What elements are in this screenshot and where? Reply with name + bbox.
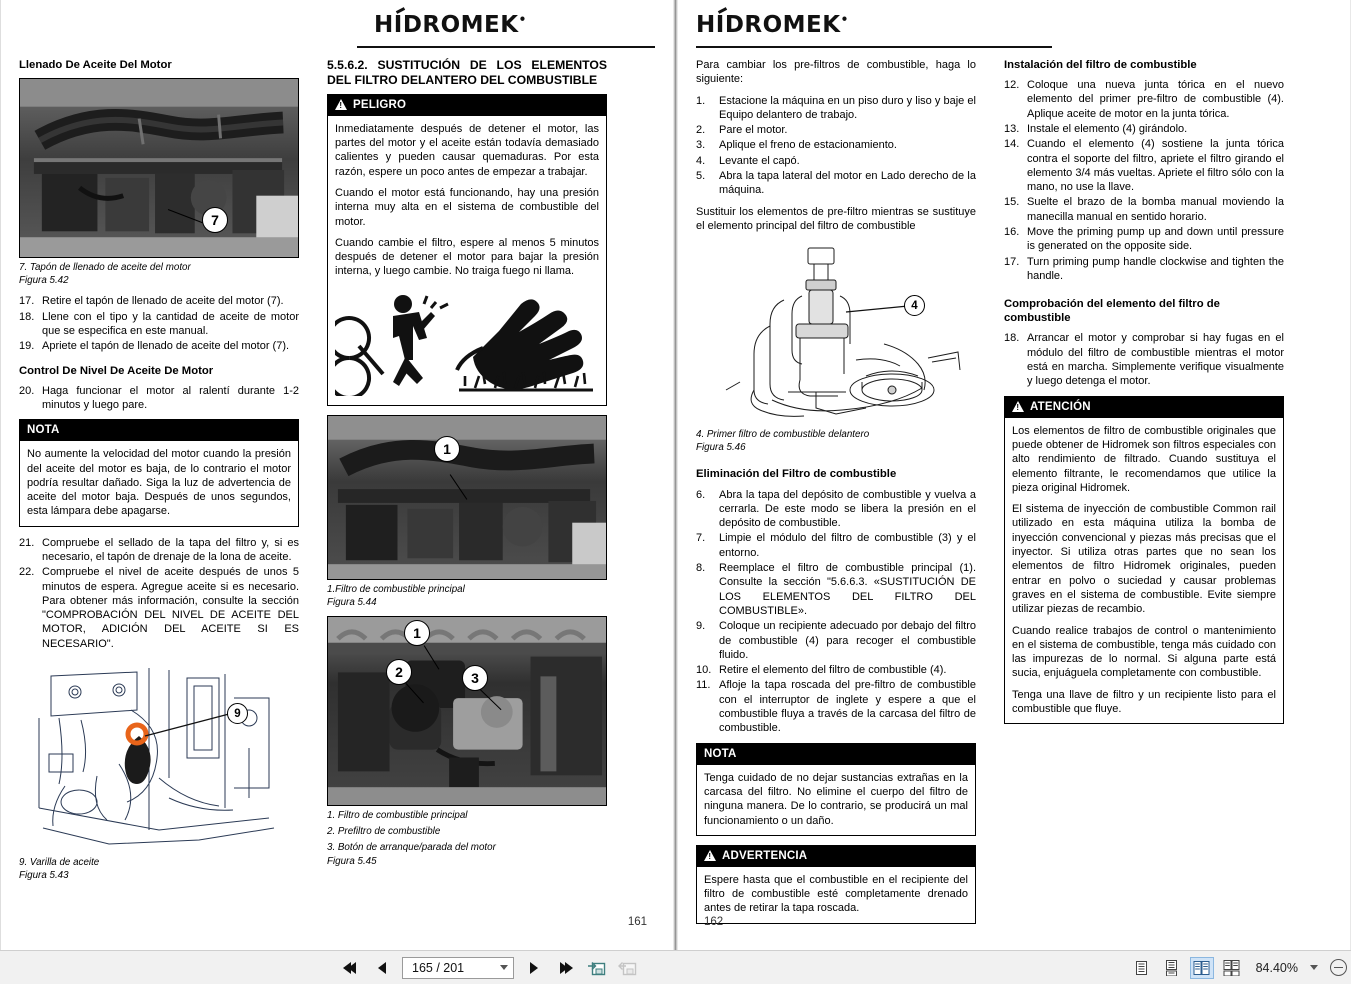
warning-text: Espere hasta que el combustible en el recipiente del filtro de combustible esté completamente drenado antes de retirar la tapa roscada. (704, 873, 968, 915)
figure-5-43-label: Figura 5.43 (19, 870, 69, 882)
steps-21-22 (19, 536, 299, 651)
header-rule-right (696, 46, 1052, 48)
note-bar-right (697, 744, 975, 765)
zoom-level-value: 84.40% (1255, 960, 1298, 975)
pdf-page-162[interactable] (677, 0, 1351, 950)
list-item: 1. Estacione la máquina en un piso duro y liso y baje el Equipo delantero de trabajo. (696, 94, 976, 121)
step-20 (19, 384, 299, 413)
note-text-right: Tenga cuidado de no dejar sustancias extrañas en la carcasa del filtro. No elimine el cuerpo del filtro de ninguna manera. De lo contrario, se producirá un mal funcionamiento o un daño. (704, 771, 968, 827)
figure-5-46-label: Figura 5.46 (696, 442, 746, 454)
list-item: 8. Reemplace el filtro de combustible principal (1). Consulte la sección "5.6.6.3. «SUSTITUCIÓN DE LOS ELEMENTOS DEL FILTRO DEL COMBUSTIBLE». (696, 562, 976, 617)
figure-5-46-caption: 4. Primer filtro de combustible delantero (696, 429, 870, 441)
burn-hazard-pictogram (335, 286, 599, 396)
steps-17-19 (19, 294, 299, 353)
figure-5-45-caption-3: 3. Botón de arranque/parada del motor (327, 842, 496, 854)
chevron-down-icon[interactable] (1310, 965, 1318, 970)
note-title-right: NOTA (704, 747, 737, 760)
danger-body-box (328, 116, 606, 405)
figure-5-45-caption-1: 1. Filtro de combustible principal (327, 809, 468, 821)
note-body-box-right (697, 765, 975, 835)
list-item: 15. Suelte el brazo de la bomba manual moviendo la manecilla manual en sentido horario. (1004, 196, 1284, 223)
list-item: 2. Pare el motor. (696, 124, 788, 137)
engine-photo-art (20, 79, 298, 257)
zoom-out-button[interactable] (1330, 959, 1347, 976)
note-body-box (20, 441, 298, 525)
list-item: 20. Haga funcionar el motor al ralentí durante 1-2 minutos y luego pare. (19, 384, 299, 411)
page-number-value: 165 / 201 (412, 960, 465, 975)
caution-box (1004, 396, 1284, 725)
figure-5-44-photo (327, 415, 607, 580)
list-item: 18. Llene con el tipo y la cantidad de aceite de motor que se especifica en este manual. (19, 310, 299, 337)
heading-comprobacion-elemento: Comprobación del elemento del filtro de combustible (1004, 298, 1220, 325)
right-page-column-2 (1004, 58, 1284, 913)
list-item: 7. Limpie el módulo del filtro de combustible (3) y el entorno. (696, 532, 976, 559)
list-item: 22. Compruebe el nivel de aceite después de unos 5 minutos de espera. Agregue aceite si es necesario. Para obtener más información, consulte la sección "COMPROBACIÓN DEL NIVEL DE ACEITE DEL MOTOR, ADICIÓN DEL ACEITE SI ES NECESARIO". (19, 566, 299, 650)
list-item: 12. Coloque una nueva junta tórica en el nuevo elemento del primer pre-filtro de combustible (4). Aplique aceite de motor en la junta tórica. (1004, 79, 1284, 120)
figure-5-43-lineart (19, 658, 299, 853)
warning-triangle-icon (1012, 401, 1024, 412)
figure-5-44-caption: 1.Filtro de combustible principal (327, 583, 465, 595)
list-item: 16. Move the priming pump up and down until pressure is generated on the opposite side. (1004, 226, 1284, 253)
steps-1-5 (696, 94, 976, 198)
intro-text: Para cambiar los pre-filtros de combustible, haga lo siguiente: (696, 59, 976, 86)
list-item: 4. Levante el capó. (696, 154, 800, 167)
list-item: 13. Instale el elemento (4) girándolo. (1004, 123, 1188, 135)
list-item: 18. Arrancar el motor y comprobar si hay fugas en el módulo del filtro de combustible mientras el motor está en marcha. Simplemente verifique visualmente y luego detenga el motor. (1004, 332, 1284, 388)
list-item: 21. Compruebe el sellado de la tapa del filtro y, si es necesario, el tapón de drenaje de la lona de aceite. (19, 536, 299, 563)
section-title: SUSTITUCIÓN DE LOS ELEMENTOS DEL FILTRO DELANTERO DEL COMBUSTIBLE (327, 58, 607, 87)
figure-5-44-callout-1: 1 (434, 436, 460, 462)
last-page-button[interactable] (554, 957, 576, 979)
remove-bookmark-icon[interactable] (616, 957, 638, 979)
fuel-filter-photo-art (328, 416, 606, 579)
figure-5-42-callout-7: 7 (202, 207, 228, 233)
caution-title: ATENCIÓN (1030, 400, 1091, 413)
figure-5-45-callout-3: 3 (462, 665, 488, 691)
page-number-input[interactable] (402, 957, 514, 979)
note-text: No aumente la velocidad del motor cuando la presión del aceite del motor es baja, de lo contrario el motor podría resultar dañado. Siga la luz de advertencia de aceite del motor baja. Después de unos segundos, esta lámpara debe apagarse. (27, 448, 291, 518)
figure-5-45-callout-2: 2 (386, 659, 412, 685)
list-item: 5. Abra la tapa lateral del motor en Lado derecho de la máquina. (696, 170, 976, 197)
facing-pages-view-button[interactable] (1190, 957, 1214, 979)
step-18 (1004, 331, 1284, 388)
caution-text-1: Los elementos de filtro de combustible originales que puede obtener de Hidromek son filtros especiales con alto rendimiento de filtrado. Cuando sustituya el elemento filtrante, le recomendamos que utilice la pieza original Hidromek. (1012, 424, 1276, 494)
first-page-button[interactable] (340, 957, 362, 979)
toolbar-view-group[interactable] (1130, 957, 1347, 979)
caution-text-2: El sistema de inyección de combustible Common rail utilizado en esta máquina utiliza la bomba de inyección convencional y piezas más precisas que el inyector. Si utiliza otras partes que no sean los elementos de filtro Hidromek originales, pueden entrar en polvo o suciedad y causar problemas graves en el sistema de combustible. Evite siempre utilizar piezas de recambio. (1012, 503, 1276, 616)
steps-6-11 (696, 488, 976, 736)
warning-body-box (697, 867, 975, 923)
list-item: 3. Aplique el freno de estacionamiento. (696, 139, 897, 152)
chevron-down-icon[interactable] (500, 965, 508, 970)
toolbar-navigation-group[interactable] (340, 957, 638, 979)
caution-body-box (1005, 418, 1283, 724)
list-item: 14. Cuando el elemento (4) sostiene la junta tórica contra el soporte del filtro, apriete el filtro girando el elemento 3/4 más vueltas. Apriete el filtro sólo con la mano, no use la llave. (1004, 138, 1284, 194)
heading-eliminacion-filtro: Eliminación del Filtro de combustible (696, 468, 897, 481)
list-item: 10. Retire el elemento del filtro de combustible (4). (696, 664, 947, 677)
single-page-view-button[interactable] (1130, 957, 1154, 979)
list-item: 19. Apriete el tapón de llenado de aceite del motor (7). (19, 340, 290, 353)
header-rule (357, 46, 655, 48)
dipstick-diagram (19, 658, 299, 853)
prefilter-diagram (696, 240, 976, 425)
caution-bar (1005, 397, 1283, 418)
note-box-left (19, 419, 299, 526)
danger-text-1: Inmediatamente después de detener el motor, las partes del motor y el aceite están todavía demasiado calientes y pueden causar quemaduras. Por esta razón, espere un poco antes de empezar a trabajar. (335, 122, 599, 178)
note-bar (20, 420, 298, 441)
warning-box (696, 845, 976, 924)
previous-page-button[interactable] (371, 957, 393, 979)
continuous-view-button[interactable] (1160, 957, 1184, 979)
danger-bar (328, 95, 606, 116)
figure-5-45-label: Figura 5.45 (327, 855, 377, 867)
hidromek-logo: HIDROMEK• (374, 12, 527, 38)
next-page-button[interactable] (523, 957, 545, 979)
heading-control-nivel-aceite: Control De Nivel De Aceite De Motor (19, 364, 214, 377)
figure-5-45-caption-2: 2. Prefiltro de combustible (327, 826, 441, 838)
danger-title: PELIGRO (353, 98, 407, 111)
figure-5-43-caption: 9. Varilla de aceite (19, 857, 100, 869)
figure-5-42-label: Figura 5.42 (19, 275, 69, 287)
list-item: 9. Coloque un recipiente adecuado por debajo del filtro de combustible (4) para recoger el combustible fluido. (696, 620, 976, 661)
left-page-column-1 (19, 58, 299, 913)
danger-box (327, 94, 607, 406)
view-mode-buttons[interactable] (1130, 957, 1244, 979)
figure-5-45-callout-1: 1 (404, 620, 430, 646)
caution-text-4: Tenga una llave de filtro y un recipiente listo para el combustible que fluye. (1012, 688, 1276, 716)
figure-5-46-lineart (696, 240, 976, 425)
heading-llenado-aceite: Llenado De Aceite Del Motor (19, 59, 172, 71)
heading-instalacion-filtro: Instalación del filtro de combustible (1004, 59, 1197, 71)
figure-5-45-photo (327, 616, 607, 806)
warning-bar (697, 846, 975, 867)
figure-5-46-callout-4: 4 (904, 295, 925, 316)
warning-title: ADVERTENCIA (722, 849, 808, 862)
page-number-161: 161 (627, 916, 647, 928)
warning-triangle-icon (335, 99, 347, 110)
add-bookmark-icon[interactable] (585, 957, 607, 979)
note-title: NOTA (27, 424, 60, 437)
danger-pictogram-area (335, 286, 599, 398)
list-item: 11. Afloje la tapa roscada del pre-filtro de combustible con el interruptor de inglete y espere a que el combustible fluya a través de la carcasa del filtro de combustible. (696, 679, 976, 735)
section-heading (327, 58, 607, 88)
danger-text-2: Cuando el motor está funcionando, hay una presión interna muy alta en el sistema de combustible del motor. (335, 186, 599, 228)
steps-12-17 (1004, 78, 1284, 283)
page-header-right (696, 8, 1332, 48)
list-item: 17. Turn priming pump handle clockwise and tighten the handle. (1004, 255, 1284, 282)
section-number: 5.5.6.2. (327, 58, 368, 72)
pdf-page-161[interactable] (0, 0, 674, 950)
warning-triangle-icon (704, 850, 716, 861)
figure-5-42-caption: 7. Tapón de llenado de aceite del motor (19, 262, 191, 274)
page-number-162: 162 (704, 916, 724, 928)
viewer-toolbar[interactable] (0, 950, 1351, 984)
facing-continuous-view-button[interactable] (1220, 957, 1244, 979)
list-item: 17. Retire el tapón de llenado de aceite del motor (7). (19, 295, 284, 308)
note-box-right (696, 743, 976, 836)
page-header (19, 8, 655, 48)
hidromek-logo-right: HIDROMEK• (696, 12, 849, 38)
danger-text-3: Cuando cambie el filtro, espere al menos 5 minutos después de detener el motor para bajar la presión interna, y luego cambie. No traiga fuego ni llama. (335, 236, 599, 278)
right-page-column-1 (696, 58, 976, 913)
figure-5-43-callout-9: 9 (227, 703, 248, 724)
list-item: 6. Abra la tapa del depósito de combustible y vuelva a cerrarla. De este modo se libera la presión en el depósito de combustible. (696, 488, 976, 530)
left-page-column-2 (327, 58, 607, 913)
caution-text-3: Cuando realice trabajos de control o mantenimiento en el sistema de combustible, tenga más cuidado con las impurezas de lo normal. Si alguna parte está sucia, enjuáguela completamente con combustible. (1012, 624, 1276, 680)
engine-module-photo-art (328, 617, 606, 805)
figure-5-44-label: Figura 5.44 (327, 596, 377, 608)
figure-5-42-photo (19, 78, 299, 258)
after-steps-text: Sustituir los elementos de pre-filtro mientras se sustituye el elemento principal del filtro de combustible (696, 205, 976, 232)
